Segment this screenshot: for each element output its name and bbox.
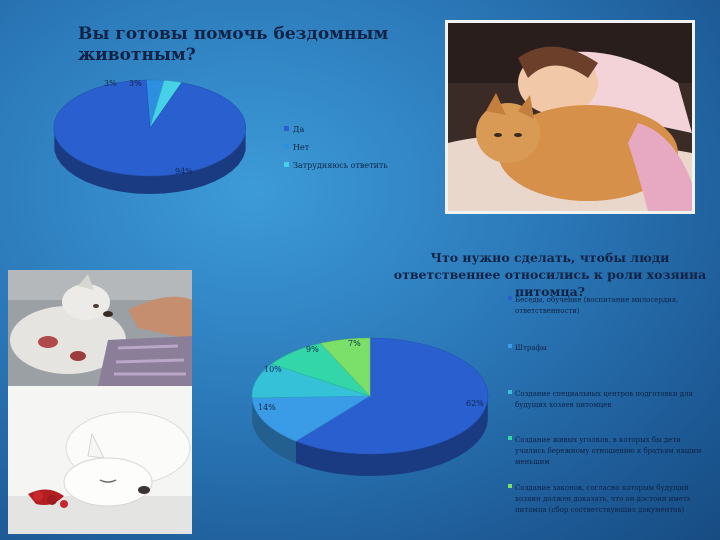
chart2-legend-swatch: [508, 296, 512, 300]
chart2-data-label: 10%: [264, 365, 282, 374]
chart2-legend-label: Штрафы: [515, 344, 547, 352]
chart2-legend-swatch: [508, 484, 512, 488]
chart2-legend-label: Создание специальных центров подготовки для будущих хозяев питомцев: [515, 390, 693, 409]
chart2-data-label: 7%: [348, 339, 361, 348]
chart2-legend-swatch: [508, 436, 512, 440]
chart2-legend-swatch: [508, 344, 512, 348]
chart1-legend-label: Нет: [293, 143, 310, 152]
chart2-legend-label: Создание живых уголков, в которых бы дети учились бережному отношению к братьям нашим меньшим: [515, 436, 702, 466]
chart2-legend-label: Создание законов, согласно которым будущий хозяин должен доказать, что он достоин иметь питомца (сбор соответствующих документов): [515, 484, 691, 514]
chart2-data-label: 62%: [466, 399, 484, 408]
chart2-legend-swatch: [508, 390, 512, 394]
chart1-title: Вы готовы помочь бездомным животным?: [78, 24, 389, 65]
chart1-data-label: 3%: [104, 79, 117, 88]
chart1-legend-label: Затрудняюсь ответить: [293, 161, 388, 170]
chart2-data-label: 9%: [306, 345, 319, 354]
chart2-data-label: 14%: [258, 403, 276, 412]
chart1-data-label: 94%: [175, 167, 193, 176]
chart1-legend-label: Да: [293, 125, 305, 134]
chart2-legend-label: Беседы, обучение (воспитание милосердия, ответственности): [515, 296, 679, 315]
chart2-title: Что нужно сделать, чтобы люди ответственнее относились к роли хозяина питомца?: [393, 250, 707, 299]
chart1-data-label: 3%: [129, 79, 142, 88]
